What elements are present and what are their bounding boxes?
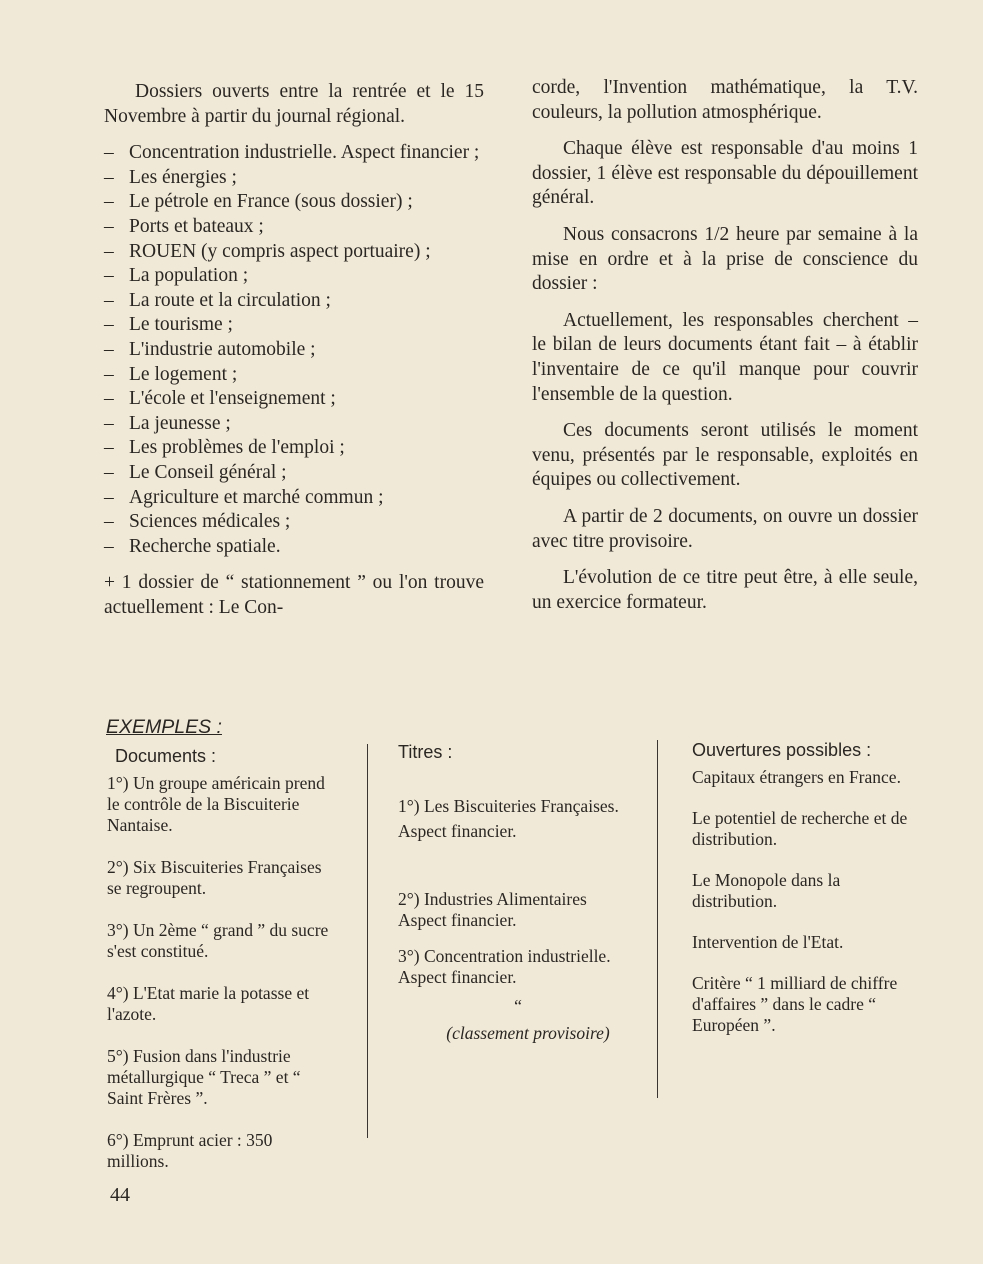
page-number: 44 <box>110 1184 130 1206</box>
topic-item: – Concentration industrielle. Aspect financier ; <box>104 141 484 166</box>
title-item: 3°) Concentration industrielle. <box>398 946 611 966</box>
document-item: 5°) Fusion dans l'industrie métallurgique “ Treca ” et “ Saint Frères ”. <box>107 1046 301 1108</box>
titles-heading: Titres : <box>398 742 453 762</box>
opening-item: Critère “ 1 milliard de chiffre d'affaires ” dans le cadre “ Européen ”. <box>692 973 898 1035</box>
left-column <box>104 80 484 632</box>
topic-item: – Agriculture et marché commun ; <box>104 486 484 511</box>
topic-item: – Les énergies ; <box>104 166 484 191</box>
topic-item: – Le logement ; <box>104 363 484 388</box>
title-item: 2°) Industries Alimentaires Aspect financier. <box>398 889 587 930</box>
documents-heading: Documents : <box>115 746 217 766</box>
topic-item: – Le Conseil général ; <box>104 461 484 486</box>
topic-item: – Le tourisme ; <box>104 313 484 338</box>
document-item: 4°) L'Etat marie la potasse et l'azote. <box>107 983 310 1024</box>
topic-item: – Ports et bateaux ; <box>104 215 484 240</box>
extra-dossier-paragraph: + 1 dossier de “ stationnement ” ou l'on trouve actuellement : Le Con- <box>104 572 484 618</box>
openings-column <box>692 740 922 1056</box>
ditto-mark: “ <box>514 996 522 1016</box>
examples-heading: EXEMPLES : <box>106 716 222 738</box>
title-item: Aspect financier. <box>398 967 517 987</box>
topic-item: – La jeunesse ; <box>104 412 484 437</box>
intro-paragraph: Dossiers ouverts entre la rentrée et le 15 Novembre à partir du journal régional. <box>104 81 484 127</box>
topic-item: – Les problèmes de l'emploi ; <box>104 436 484 461</box>
topic-item: – Recherche spatiale. <box>104 535 484 560</box>
body-paragraph: Nous consacrons 1/2 heure par semaine à la mise en ordre et à la prise de conscience du dossier : <box>532 223 918 295</box>
document-item: 3°) Un 2ème “ grand ” du sucre s'est constitué. <box>107 920 329 961</box>
body-paragraph: Chaque élève est responsable d'au moins 1 dossier, 1 élève est responsable du dépouillement général. <box>532 138 918 209</box>
document-item: 2°) Six Biscuiteries Françaises se regroupent. <box>107 857 322 898</box>
opening-item: Le potentiel de recherche et de distribution. <box>692 808 908 849</box>
opening-item: Le Monopole dans la distribution. <box>692 870 841 911</box>
continuation-paragraph: corde, l'Invention mathématique, la T.V. couleurs, la pollution atmosphérique. <box>532 77 918 123</box>
topic-item: – La population ; <box>104 264 484 289</box>
documents-column <box>107 746 337 1193</box>
body-paragraph: A partir de 2 documents, on ouvre un dossier avec titre provisoire. <box>532 505 918 552</box>
classification-note: (classement provisoire) <box>446 1023 610 1043</box>
topics-list <box>104 141 484 559</box>
topic-item: – L'industrie automobile ; <box>104 338 484 363</box>
title-item: Aspect financier. <box>398 821 517 841</box>
openings-heading: Ouvertures possibles : <box>692 740 872 760</box>
opening-item: Capitaux étrangers en France. <box>692 767 901 787</box>
document-item: 6°) Emprunt acier : 350 millions. <box>107 1130 273 1171</box>
body-paragraph: L'évolution de ce titre peut être, à elle seule, un exercice formateur. <box>532 567 918 613</box>
topic-item: – ROUEN (y compris aspect portuaire) ; <box>104 240 484 265</box>
opening-item: Intervention de l'Etat. <box>692 932 844 952</box>
body-paragraph: Actuellement, les responsables cherchent – le bilan de leurs documents étant fait – à établir l'inventaire de ce qu'il manque pour couvrir l'ensemble de la question. <box>532 309 918 405</box>
column-divider <box>367 744 368 1138</box>
topic-item: – Sciences médicales ; <box>104 510 484 535</box>
right-column <box>532 76 918 627</box>
topic-item: – Le pétrole en France (sous dossier) ; <box>104 190 484 215</box>
topic-item: – L'école et l'enseignement ; <box>104 387 484 412</box>
body-paragraph: Ces documents seront utilisés le moment venu, présentés par le responsable, exploités en équipes ou collectivement. <box>532 420 918 491</box>
titles-column <box>398 742 638 1044</box>
topic-item: – La route et la circulation ; <box>104 289 484 314</box>
column-divider <box>657 740 658 1098</box>
document-item: 1°) Un groupe américain prend le contrôle de la Biscuiterie Nantaise. <box>107 773 325 835</box>
title-item: 1°) Les Biscuiteries Françaises. <box>398 796 619 816</box>
